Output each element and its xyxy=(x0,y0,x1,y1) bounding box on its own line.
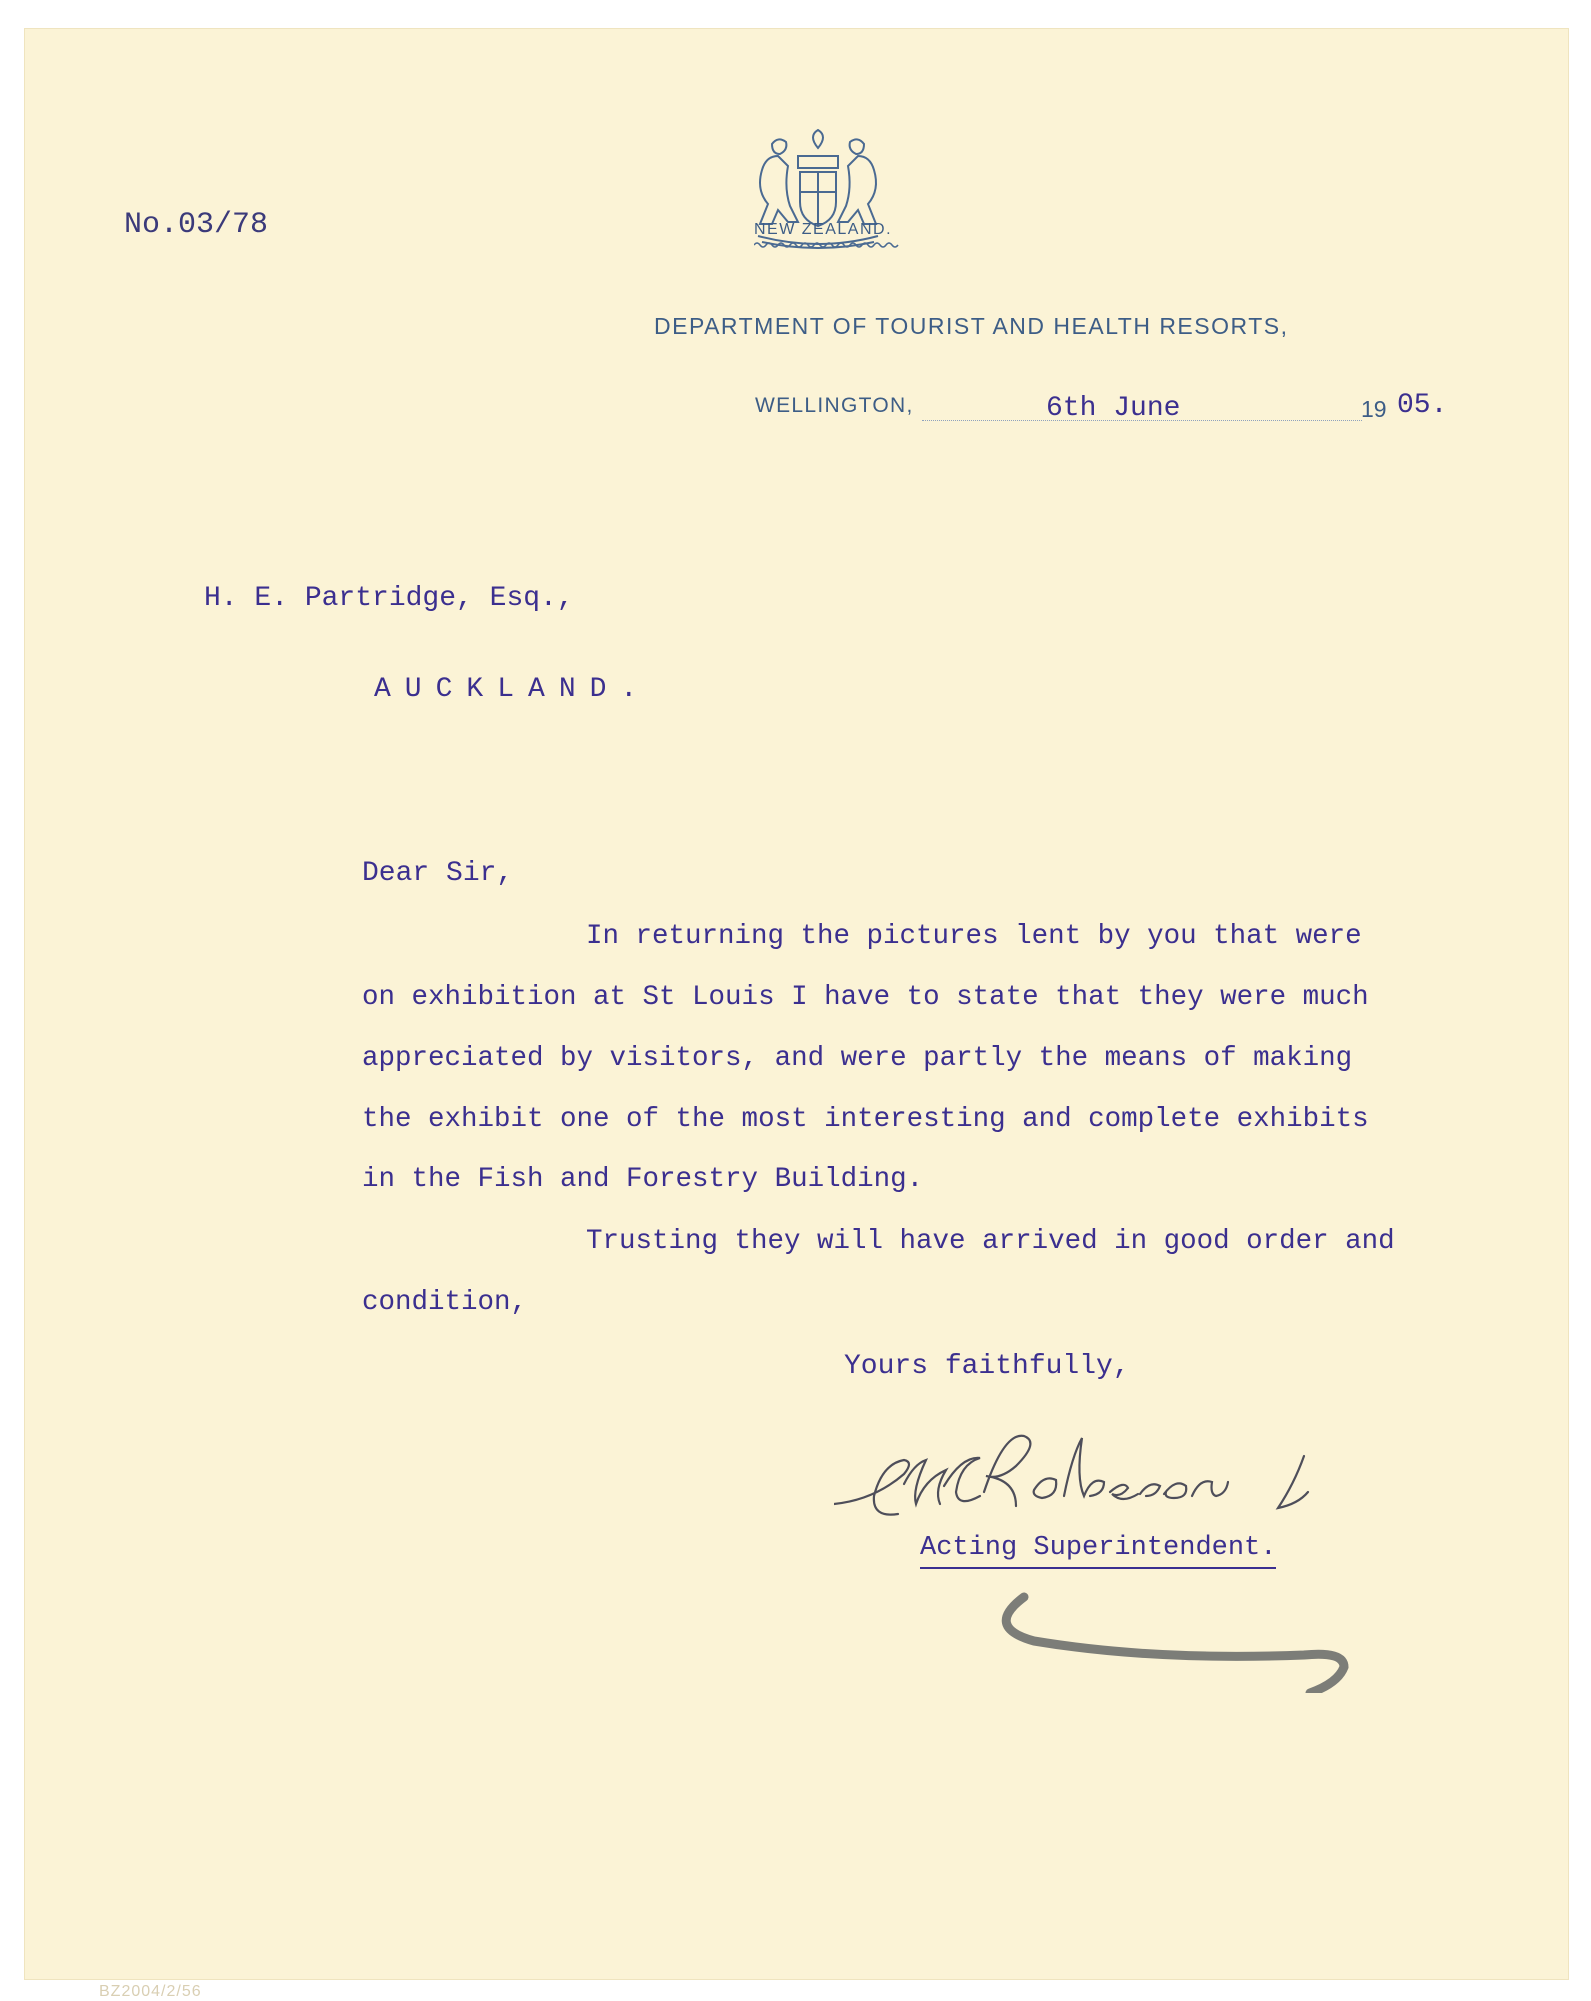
recipient-name: H. E. Partridge, Esq., xyxy=(204,583,574,614)
archive-reference: BZ2004/2/56 xyxy=(99,1983,202,2000)
body-line: Trusting they will have arrived in good order and xyxy=(586,1226,1395,1257)
body-line: in the Fish and Forestry Building. xyxy=(362,1164,924,1195)
signatory-title: Acting Superintendent. xyxy=(920,1533,1276,1569)
body-line: condition, xyxy=(362,1287,528,1318)
recipient-city: AUCKLAND. xyxy=(374,674,652,705)
body-line: appreciated by visitors, and were partly the means of making xyxy=(362,1043,1353,1074)
letterhead-place: WELLINGTON, xyxy=(755,394,914,417)
letter-date: 6th June xyxy=(1046,393,1181,424)
salutation: Dear Sir, xyxy=(362,858,514,889)
crest-caption: NEW ZEALAND. xyxy=(754,221,893,238)
year-suffix: 05. xyxy=(1397,390,1448,421)
body-line: In returning the pictures lent by you that were xyxy=(586,921,1362,952)
year-prefix: 19 xyxy=(1361,396,1387,422)
reference-number: No.03/78 xyxy=(124,208,269,242)
letter-sheet xyxy=(24,28,1569,2000)
department-name: DEPARTMENT OF TOURIST AND HEALTH RESORTS, xyxy=(654,313,1289,339)
body-line: the exhibit one of the most interesting and complete exhibits xyxy=(362,1104,1369,1135)
body-line: on exhibition at St Louis I have to state that they were much xyxy=(362,982,1369,1013)
closing: Yours faithfully, xyxy=(844,1351,1130,1382)
crest-underline xyxy=(754,241,900,249)
signature-flourish xyxy=(994,1583,1374,1693)
